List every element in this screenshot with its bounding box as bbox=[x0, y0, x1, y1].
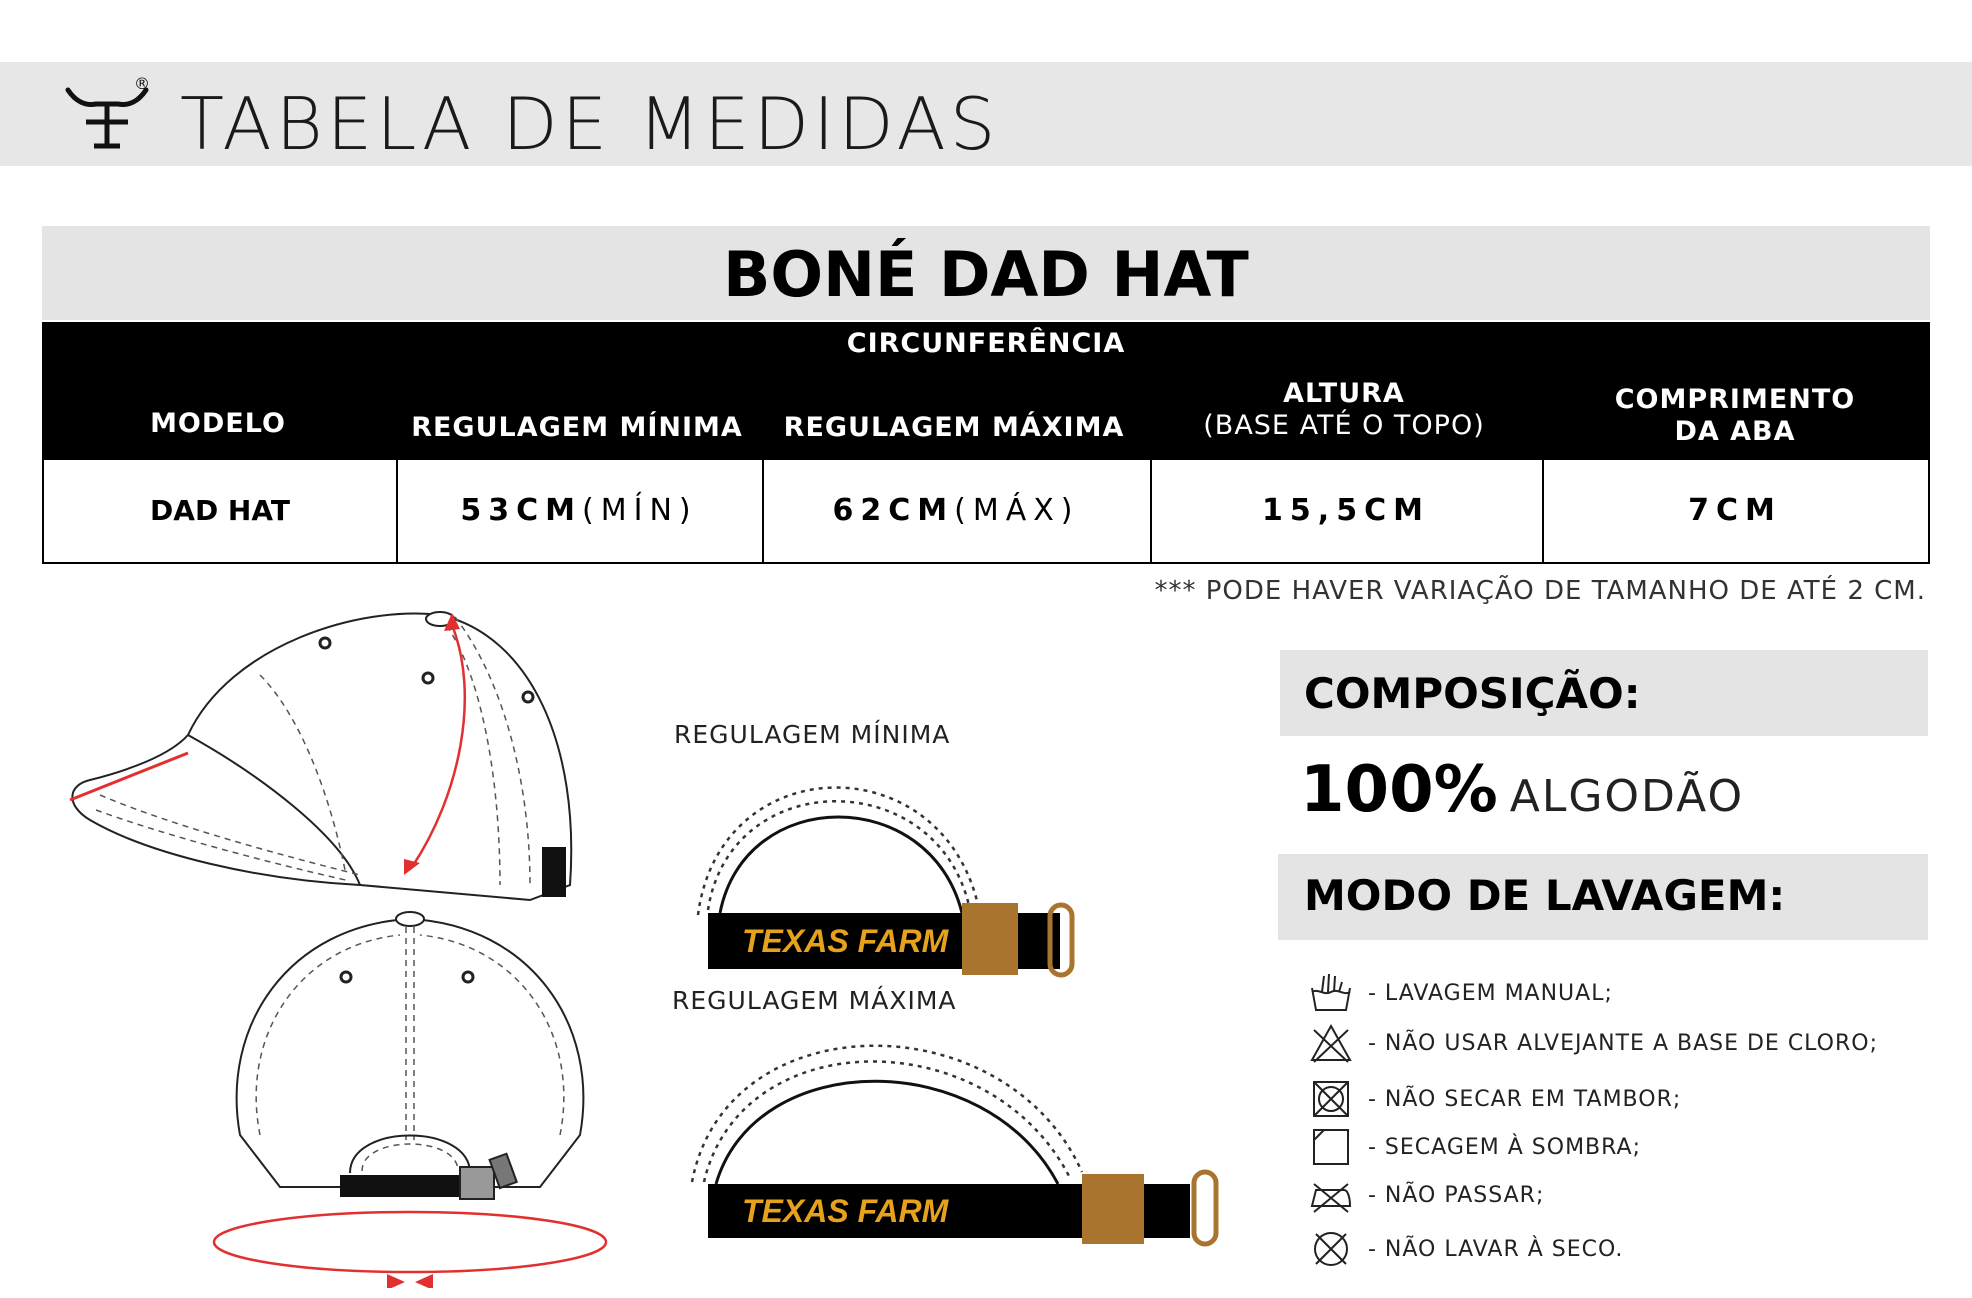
size-table-row bbox=[42, 460, 1930, 564]
cell-aba: 7CM bbox=[1688, 493, 1782, 528]
wash-label: - NÃO LAVAR À SECO. bbox=[1368, 1236, 1624, 1262]
col-altura-sub: (BASE ATÉ O TOPO) bbox=[1203, 410, 1485, 441]
size-table-header bbox=[42, 322, 1930, 460]
composition-material: ALGODÃO bbox=[1509, 771, 1745, 822]
cell-modelo: DAD HAT bbox=[150, 494, 290, 527]
strap-brand-text: TEXAS FARM bbox=[742, 923, 949, 959]
min-value: 53CM bbox=[460, 493, 583, 528]
wash-item-shade-dry bbox=[1308, 1124, 1641, 1170]
col-modelo: MODELO bbox=[150, 408, 286, 439]
no-tumble-dry-icon bbox=[1308, 1076, 1354, 1122]
no-iron-icon bbox=[1308, 1172, 1354, 1218]
regulagem-minima-label: REGULAGEM MÍNIMA bbox=[674, 720, 951, 749]
max-value: 62CM bbox=[832, 493, 955, 528]
cell-altura: 15,5CM bbox=[1262, 493, 1430, 528]
wash-item-no-iron bbox=[1308, 1172, 1544, 1218]
circumference-group-header: CIRCUNFERÊNCIA bbox=[846, 328, 1126, 359]
min-suffix: (MÍN) bbox=[582, 493, 698, 528]
regulagem-maxima-label: REGULAGEM MÁXIMA bbox=[672, 986, 957, 1015]
col-comprimento-sub: DA ABA bbox=[1674, 416, 1796, 447]
page-title: TABELA DE MEDIDAS bbox=[180, 82, 1000, 166]
col-comprimento: COMPRIMENTO bbox=[1614, 384, 1856, 415]
no-dry-clean-icon bbox=[1308, 1226, 1354, 1272]
cap-side-view-illustration bbox=[60, 605, 600, 905]
strap-brand-text: TEXAS FARM bbox=[742, 1193, 949, 1229]
registered-mark: ® bbox=[134, 74, 150, 93]
wash-item-hand-wash bbox=[1308, 970, 1613, 1016]
wash-label: - LAVAGEM MANUAL; bbox=[1368, 980, 1613, 1006]
washing-title: MODO DE LAVAGEM: bbox=[1304, 871, 1786, 920]
hand-wash-icon bbox=[1308, 970, 1354, 1016]
cell-regulagem-maxima bbox=[762, 460, 1150, 562]
wash-label: - NÃO PASSAR; bbox=[1368, 1182, 1545, 1208]
cell-regulagem-minima bbox=[396, 460, 762, 562]
wash-item-no-tumble-dry bbox=[1308, 1076, 1681, 1122]
col-altura: ALTURA bbox=[1283, 378, 1405, 409]
col-regulagem-maxima: REGULAGEM MÁXIMA bbox=[783, 412, 1125, 443]
wash-item-no-dry-clean bbox=[1308, 1226, 1623, 1272]
product-title: BONÉ DAD HAT bbox=[723, 238, 1249, 311]
wash-label: - NÃO USAR ALVEJANTE A BASE DE CLORO; bbox=[1368, 1030, 1878, 1056]
wash-label: - SECAGEM À SOMBRA; bbox=[1368, 1134, 1641, 1160]
regulagem-minima-diagram bbox=[690, 765, 1090, 985]
composition-title: COMPOSIÇÃO: bbox=[1304, 669, 1641, 718]
circumference-measure-indicator bbox=[205, 1208, 615, 1288]
shade-dry-icon bbox=[1308, 1124, 1354, 1170]
wash-label: - NÃO SECAR EM TAMBOR; bbox=[1368, 1086, 1682, 1112]
col-regulagem-minima: REGULAGEM MÍNIMA bbox=[411, 412, 743, 443]
composition-value bbox=[1300, 750, 1744, 846]
max-suffix: (MÁX) bbox=[954, 493, 1080, 528]
composition-percent: 100% bbox=[1300, 753, 1498, 827]
no-bleach-icon bbox=[1308, 1020, 1354, 1066]
regulagem-maxima-diagram bbox=[686, 1032, 1226, 1257]
size-variation-note: *** PODE HAVER VARIAÇÃO DE TAMANHO DE ATÉ 2 CM. bbox=[1154, 576, 1926, 606]
wash-item-no-bleach bbox=[1308, 1020, 1878, 1066]
